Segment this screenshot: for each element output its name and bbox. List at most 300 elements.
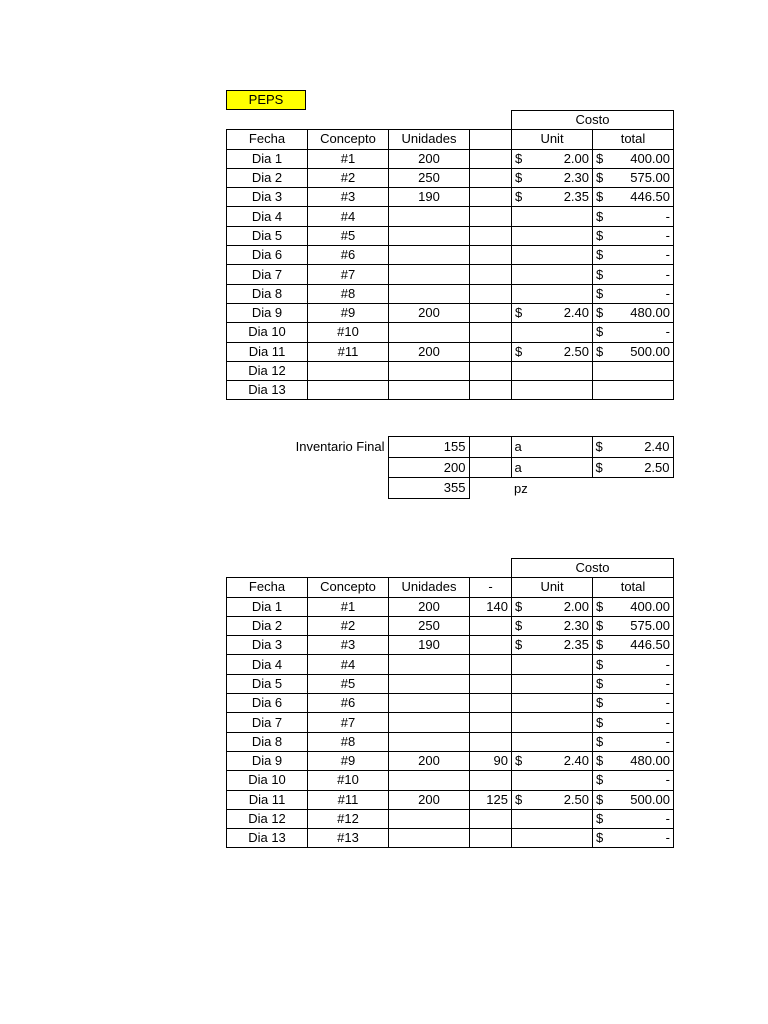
currency-value: -: [665, 675, 670, 691]
fecha-cell[interactable]: Dia 3: [227, 636, 308, 655]
total-cost-cell[interactable]: [593, 655, 674, 674]
concepto-cell[interactable]: [308, 361, 389, 380]
total-cost-cell[interactable]: [593, 616, 674, 635]
total-cost-cell[interactable]: [593, 790, 674, 809]
total-cost-cell[interactable]: [593, 361, 674, 380]
table-row: [227, 284, 674, 303]
table-row: [227, 188, 674, 207]
currency-symbol: $: [515, 637, 523, 653]
unit-cost-cell[interactable]: [512, 168, 593, 187]
table-row: [227, 790, 674, 809]
unidades-cell[interactable]: [389, 284, 470, 303]
fecha-cell[interactable]: Dia 9: [227, 751, 308, 770]
total-cost-cell[interactable]: [593, 342, 674, 361]
currency-symbol: $: [515, 150, 523, 166]
unidades-cell[interactable]: [389, 265, 470, 284]
fecha-cell[interactable]: Dia 10: [227, 771, 308, 790]
fecha-cell[interactable]: Dia 1: [227, 597, 308, 616]
currency-value: -: [665, 247, 670, 263]
column-header-row: [227, 130, 674, 149]
unidades-cell[interactable]: [389, 713, 470, 732]
fecha-cell[interactable]: Dia 8: [227, 732, 308, 751]
inventario-price[interactable]: [592, 478, 673, 499]
inventario-row: [226, 437, 673, 458]
unidades-cell[interactable]: [389, 771, 470, 790]
total-cost-cell[interactable]: [593, 226, 674, 245]
currency-symbol: $: [596, 598, 604, 614]
empty-cell: [470, 559, 512, 578]
inventario-sep[interactable]: a: [511, 437, 592, 458]
column-header: Concepto: [308, 578, 389, 597]
inventario-label: Inventario Final: [295, 439, 385, 455]
total-cost-cell[interactable]: [593, 636, 674, 655]
table-row: [227, 616, 674, 635]
table-row: [227, 636, 674, 655]
column-header: [470, 130, 512, 149]
table-row: [227, 342, 674, 361]
unidades-cell[interactable]: 200: [389, 149, 470, 168]
currency-value: -: [665, 733, 670, 749]
total-cost-cell[interactable]: [593, 168, 674, 187]
remaining-cell[interactable]: 140: [470, 597, 512, 616]
table-row: [227, 751, 674, 770]
total-cost-cell[interactable]: [593, 809, 674, 828]
remaining-cell[interactable]: [470, 771, 512, 790]
currency-value: 480.00: [630, 305, 670, 321]
unit-cost-cell[interactable]: [512, 361, 593, 380]
unit-cost-cell[interactable]: [512, 771, 593, 790]
remaining-cell[interactable]: [470, 713, 512, 732]
unidades-cell[interactable]: [389, 226, 470, 245]
unidades-cell[interactable]: 200: [389, 597, 470, 616]
currency-symbol: $: [596, 208, 604, 224]
total-cost-cell[interactable]: [593, 674, 674, 693]
table-row: [227, 829, 674, 848]
unit-cost-cell[interactable]: [512, 381, 593, 400]
unit-cost-cell[interactable]: [512, 207, 593, 226]
inventario-qty[interactable]: 155: [388, 437, 469, 458]
currency-symbol: $: [596, 772, 604, 788]
fecha-cell[interactable]: Dia 9: [227, 303, 308, 322]
total-cost-cell[interactable]: [593, 303, 674, 322]
currency-value: 575.00: [630, 170, 670, 186]
remaining-cell[interactable]: [470, 342, 512, 361]
currency-value: 400.00: [630, 598, 670, 614]
table-row: [227, 381, 674, 400]
currency-symbol: $: [515, 753, 523, 769]
remaining-cell[interactable]: 90: [470, 751, 512, 770]
unidades-cell[interactable]: [389, 323, 470, 342]
unit-cost-cell[interactable]: [512, 674, 593, 693]
concepto-cell[interactable]: #8: [308, 284, 389, 303]
fecha-cell[interactable]: Dia 5: [227, 674, 308, 693]
total-cost-cell[interactable]: [593, 732, 674, 751]
total-cost-cell[interactable]: [593, 829, 674, 848]
unit-cost-cell[interactable]: [512, 188, 593, 207]
fecha-cell[interactable]: Dia 10: [227, 323, 308, 342]
currency-value: 2.40: [563, 305, 589, 321]
currency-value: 480.00: [630, 753, 670, 769]
table-row: [227, 809, 674, 828]
remaining-cell[interactable]: [470, 616, 512, 635]
currency-value: -: [665, 324, 670, 340]
currency-value: 2.50: [563, 791, 589, 807]
column-header: Concepto: [308, 130, 389, 149]
concepto-cell[interactable]: #13: [308, 829, 389, 848]
inventario-qty[interactable]: 355: [388, 478, 469, 499]
empty-cell: [308, 559, 389, 578]
column-header: Fecha: [227, 578, 308, 597]
currency-value: 2.35: [563, 637, 589, 653]
concepto-cell[interactable]: #2: [308, 168, 389, 187]
currency-value: -: [665, 714, 670, 730]
table-row: [227, 207, 674, 226]
remaining-cell[interactable]: [470, 188, 512, 207]
concepto-cell[interactable]: #5: [308, 674, 389, 693]
concepto-cell[interactable]: #9: [308, 751, 389, 770]
currency-symbol: $: [515, 343, 523, 359]
currency-symbol: $: [515, 305, 523, 321]
total-cost-cell[interactable]: [593, 597, 674, 616]
concepto-cell[interactable]: #8: [308, 732, 389, 751]
currency-value: 2.30: [563, 618, 589, 634]
remaining-cell[interactable]: [470, 226, 512, 245]
currency-symbol: $: [596, 675, 604, 691]
remaining-cell[interactable]: [470, 149, 512, 168]
total-cost-cell[interactable]: [593, 284, 674, 303]
currency-value: -: [665, 208, 670, 224]
unit-cost-cell[interactable]: [512, 713, 593, 732]
unit-cost-cell[interactable]: [512, 284, 593, 303]
currency-symbol: $: [515, 618, 523, 634]
inventario-final-table: [226, 436, 674, 499]
unidades-cell[interactable]: [389, 694, 470, 713]
currency-symbol: $: [515, 189, 523, 205]
currency-symbol: $: [596, 695, 604, 711]
currency-value: 446.50: [630, 637, 670, 653]
unidades-cell[interactable]: [389, 207, 470, 226]
unit-cost-cell[interactable]: [512, 246, 593, 265]
table-row: [227, 674, 674, 693]
fecha-cell[interactable]: Dia 8: [227, 284, 308, 303]
remaining-cell[interactable]: [470, 655, 512, 674]
currency-value: 2.40: [563, 753, 589, 769]
currency-value: 2.00: [563, 598, 589, 614]
currency-symbol: $: [596, 733, 604, 749]
concepto-cell[interactable]: [308, 381, 389, 400]
fecha-cell[interactable]: Dia 5: [227, 226, 308, 245]
currency-symbol: $: [596, 714, 604, 730]
unidades-cell[interactable]: 250: [389, 168, 470, 187]
fecha-cell[interactable]: Dia 12: [227, 361, 308, 380]
inventario-sep[interactable]: pz: [514, 480, 528, 496]
concepto-cell[interactable]: #3: [308, 188, 389, 207]
currency-symbol: $: [596, 189, 604, 205]
remaining-cell[interactable]: [470, 303, 512, 322]
column-header: Unidades: [389, 130, 470, 149]
currency-symbol: $: [596, 618, 604, 634]
total-cost-cell[interactable]: [593, 246, 674, 265]
unidades-cell[interactable]: [389, 809, 470, 828]
concepto-cell[interactable]: #7: [308, 265, 389, 284]
column-header: Unit: [512, 130, 593, 149]
currency-value: 500.00: [630, 791, 670, 807]
empty-cell: [469, 457, 511, 478]
fecha-cell[interactable]: Dia 6: [227, 694, 308, 713]
total-cost-cell[interactable]: [593, 771, 674, 790]
fecha-cell[interactable]: Dia 4: [227, 207, 308, 226]
fecha-cell[interactable]: Dia 13: [227, 381, 308, 400]
inventario-label: [226, 457, 388, 478]
remaining-cell[interactable]: [470, 168, 512, 187]
concepto-cell[interactable]: #11: [308, 342, 389, 361]
currency-symbol: $: [596, 656, 604, 672]
unidades-cell[interactable]: [389, 655, 470, 674]
unidades-cell[interactable]: 190: [389, 636, 470, 655]
inventario-row: [226, 478, 673, 499]
empty-cell: [227, 111, 308, 130]
remaining-cell[interactable]: [470, 829, 512, 848]
fecha-cell[interactable]: Dia 2: [227, 616, 308, 635]
table-row: [227, 265, 674, 284]
peps-table-1: [226, 110, 674, 400]
remaining-cell[interactable]: [470, 636, 512, 655]
unit-cost-cell[interactable]: [512, 149, 593, 168]
inventario-qty[interactable]: 200: [388, 457, 469, 478]
total-cost-cell[interactable]: [593, 149, 674, 168]
total-cost-cell[interactable]: [593, 207, 674, 226]
currency-value: -: [665, 656, 670, 672]
table-row: [227, 168, 674, 187]
currency-symbol: $: [596, 830, 604, 846]
column-header: Fecha: [227, 130, 308, 149]
currency-symbol: $: [596, 285, 604, 301]
unit-cost-cell[interactable]: [512, 751, 593, 770]
fecha-cell[interactable]: Dia 7: [227, 265, 308, 284]
fecha-cell[interactable]: Dia 12: [227, 809, 308, 828]
unit-cost-cell[interactable]: [512, 829, 593, 848]
fecha-cell[interactable]: Dia 7: [227, 713, 308, 732]
currency-value: 575.00: [630, 618, 670, 634]
currency-value: 2.50: [563, 343, 589, 359]
currency-symbol: $: [596, 324, 604, 340]
costo-header-row: [227, 111, 674, 130]
currency-value: 2.35: [563, 189, 589, 205]
unit-cost-cell[interactable]: [512, 616, 593, 635]
unidades-cell[interactable]: [389, 674, 470, 693]
concepto-cell[interactable]: #10: [308, 323, 389, 342]
inventario-row: [226, 457, 673, 478]
column-header: total: [593, 578, 674, 597]
currency-symbol: $: [515, 598, 523, 614]
inventario-sep[interactable]: a: [511, 457, 592, 478]
costo-header-row: [227, 559, 674, 578]
total-cost-cell[interactable]: [593, 265, 674, 284]
fecha-cell[interactable]: Dia 3: [227, 188, 308, 207]
unidades-cell[interactable]: [389, 732, 470, 751]
empty-cell: [470, 111, 512, 130]
currency-symbol: $: [596, 247, 604, 263]
currency-symbol: $: [596, 791, 604, 807]
concepto-cell[interactable]: #6: [308, 694, 389, 713]
currency-symbol: $: [596, 150, 604, 166]
unit-cost-cell[interactable]: [512, 809, 593, 828]
unit-cost-cell[interactable]: [512, 265, 593, 284]
concepto-cell[interactable]: #7: [308, 713, 389, 732]
unidades-cell[interactable]: 200: [389, 342, 470, 361]
concepto-cell[interactable]: #4: [308, 207, 389, 226]
table-row: [227, 732, 674, 751]
remaining-cell[interactable]: [470, 809, 512, 828]
currency-symbol: $: [595, 439, 603, 455]
table-row: [227, 655, 674, 674]
unit-cost-cell[interactable]: [512, 694, 593, 713]
unidades-cell[interactable]: [389, 829, 470, 848]
unidades-cell[interactable]: [389, 381, 470, 400]
total-cost-cell[interactable]: [593, 188, 674, 207]
remaining-cell[interactable]: [470, 246, 512, 265]
column-header-row: [227, 578, 674, 597]
fecha-cell[interactable]: Dia 1: [227, 149, 308, 168]
currency-symbol: $: [596, 811, 604, 826]
concepto-cell[interactable]: #12: [308, 809, 389, 828]
remaining-cell[interactable]: [470, 323, 512, 342]
currency-symbol: $: [515, 791, 523, 807]
currency-symbol: $: [596, 170, 604, 186]
peps-table-2: [226, 558, 674, 848]
unit-cost-cell[interactable]: [512, 597, 593, 616]
empty-cell: [469, 437, 511, 458]
column-header: Unit: [512, 578, 593, 597]
empty-cell: [227, 559, 308, 578]
remaining-cell[interactable]: 125: [470, 790, 512, 809]
currency-symbol: $: [596, 266, 604, 282]
table-row: [227, 361, 674, 380]
fecha-cell[interactable]: Dia 4: [227, 655, 308, 674]
fecha-cell[interactable]: Dia 2: [227, 168, 308, 187]
unidades-cell[interactable]: 200: [389, 751, 470, 770]
total-cost-cell[interactable]: [593, 381, 674, 400]
unit-cost-cell[interactable]: [512, 790, 593, 809]
remaining-cell[interactable]: [470, 207, 512, 226]
remaining-cell[interactable]: [470, 381, 512, 400]
concepto-cell[interactable]: #11: [308, 790, 389, 809]
unidades-cell[interactable]: 190: [389, 188, 470, 207]
concepto-cell[interactable]: #10: [308, 771, 389, 790]
currency-symbol: $: [596, 637, 604, 653]
currency-value: -: [665, 285, 670, 301]
unidades-cell[interactable]: 200: [389, 303, 470, 322]
empty-cell: [469, 478, 511, 499]
unit-cost-cell[interactable]: [512, 732, 593, 751]
costo-header: Costo: [512, 559, 674, 578]
remaining-cell[interactable]: [470, 674, 512, 693]
unit-cost-cell[interactable]: [512, 342, 593, 361]
column-header: Unidades: [389, 578, 470, 597]
total-cost-cell[interactable]: [593, 323, 674, 342]
currency-symbol: $: [595, 459, 603, 475]
currency-value: -: [665, 811, 670, 826]
unidades-cell[interactable]: [389, 246, 470, 265]
remaining-cell[interactable]: [470, 732, 512, 751]
unidades-cell[interactable]: [389, 361, 470, 380]
currency-symbol: $: [596, 305, 604, 321]
inventario-price[interactable]: [592, 457, 673, 478]
table-row: [227, 694, 674, 713]
currency-value: 2.00: [563, 150, 589, 166]
remaining-cell[interactable]: [470, 265, 512, 284]
concepto-cell[interactable]: #4: [308, 655, 389, 674]
table-row: [227, 771, 674, 790]
currency-value: -: [665, 772, 670, 788]
total-cost-cell[interactable]: [593, 751, 674, 770]
unidades-cell[interactable]: 250: [389, 616, 470, 635]
remaining-cell[interactable]: [470, 284, 512, 303]
unit-cost-cell[interactable]: [512, 226, 593, 245]
column-header: total: [593, 130, 674, 149]
table-row: [227, 246, 674, 265]
remaining-cell[interactable]: [470, 694, 512, 713]
fecha-cell[interactable]: Dia 13: [227, 829, 308, 848]
unit-cost-cell[interactable]: [512, 303, 593, 322]
fecha-cell[interactable]: Dia 11: [227, 790, 308, 809]
concepto-cell[interactable]: #2: [308, 616, 389, 635]
currency-value: -: [665, 695, 670, 711]
concepto-cell[interactable]: #1: [308, 597, 389, 616]
currency-value: 2.30: [563, 170, 589, 186]
currency-symbol: $: [596, 227, 604, 243]
inventario-label: [226, 478, 388, 499]
unit-cost-cell[interactable]: [512, 655, 593, 674]
currency-value: -: [665, 266, 670, 282]
table-row: [227, 149, 674, 168]
concepto-cell[interactable]: #3: [308, 636, 389, 655]
concepto-cell[interactable]: #6: [308, 246, 389, 265]
fecha-cell[interactable]: Dia 6: [227, 246, 308, 265]
currency-value: 446.50: [630, 189, 670, 205]
table-row: [227, 226, 674, 245]
remaining-cell[interactable]: [470, 361, 512, 380]
table-row: [227, 303, 674, 322]
unit-cost-cell[interactable]: [512, 636, 593, 655]
concepto-cell[interactable]: #5: [308, 226, 389, 245]
inventario-price[interactable]: [592, 437, 673, 458]
fecha-cell[interactable]: Dia 11: [227, 342, 308, 361]
currency-value: 500.00: [630, 343, 670, 359]
concepto-cell[interactable]: #9: [308, 303, 389, 322]
empty-cell: [389, 559, 470, 578]
unit-cost-cell[interactable]: [512, 323, 593, 342]
unidades-cell[interactable]: 200: [389, 790, 470, 809]
currency-value: -: [665, 227, 670, 243]
costo-header: Costo: [512, 111, 674, 130]
currency-value: 400.00: [630, 150, 670, 166]
currency-value: 2.50: [644, 459, 670, 475]
total-cost-cell[interactable]: [593, 713, 674, 732]
table-row: [227, 597, 674, 616]
currency-symbol: $: [596, 343, 604, 359]
column-header: -: [470, 578, 512, 597]
table-row: [227, 323, 674, 342]
concepto-cell[interactable]: #1: [308, 149, 389, 168]
currency-value: 2.40: [644, 439, 670, 455]
currency-symbol: $: [515, 170, 523, 186]
table-row: [227, 713, 674, 732]
currency-symbol: $: [596, 753, 604, 769]
currency-value: -: [665, 830, 670, 846]
total-cost-cell[interactable]: [593, 694, 674, 713]
peps-label: PEPS: [226, 90, 306, 110]
